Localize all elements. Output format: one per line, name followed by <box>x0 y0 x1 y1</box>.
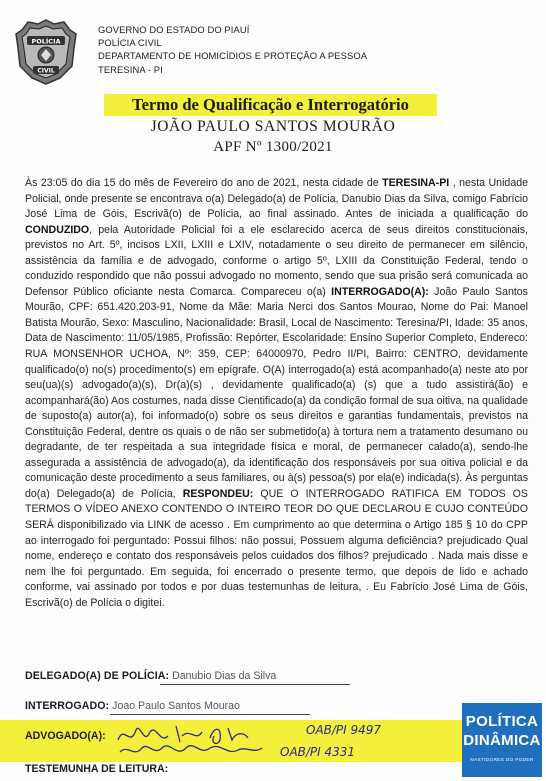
interrogado-signature-row <box>25 700 240 712</box>
header-line: POLÍCIA CIVIL <box>98 37 162 49</box>
interrogado-name: Joao Paulo Santos Mourao <box>112 700 240 712</box>
body-text-segment: , nesta Unidade Policial, onde presente se encontrava o(a) Delegado(a) de Polícia, Danubio Dias da Silva, comigo Fabrício José Lima de Góis, Escrivã(o) de Polícia, ao final assinado. Antes de iniciada a qualificação do <box>25 177 528 221</box>
svg-text:POLÍCIA: POLÍCIA <box>31 37 61 46</box>
advogado-label: ADVOGADO(A): <box>25 730 106 742</box>
delegado-signature-row <box>25 670 276 682</box>
advogado-oab-1: OAB/PI 9497 <box>306 723 382 737</box>
svg-text:CIVIL: CIVIL <box>37 67 55 75</box>
header-block <box>98 23 367 76</box>
police-badge-icon <box>14 18 78 86</box>
header-line: DEPARTAMENTO DE HOMICÍDIOS E PROTEÇÃO A PESSOA <box>98 50 368 62</box>
body-city: TERESINA-PI <box>382 177 450 189</box>
header-line: TERESINA - PI <box>98 63 163 75</box>
advogado-oab-2: OAB/PI 4331 <box>280 745 356 759</box>
document-title: Termo de Qualificação e Interrogatório <box>104 94 437 116</box>
subject-name: JOÃO PAULO SANTOS MOURÃO <box>150 118 396 135</box>
body-respondeu-label: RESPONDEU: <box>182 487 254 500</box>
signature-line <box>160 684 350 685</box>
watermark-line1: POLÍTICA <box>465 713 539 730</box>
apf-number: APF Nº 1300/2021 <box>213 139 333 155</box>
body-text-segment: João Paulo Santos Mourão, CPF: 651.420.203-91, Nome da Mãe: Maria Nerci dos Santos Mourao, Nome do Pai: Manoel Batista Mourão, Sexo: Masculino, Nacionalidade: Brasil, Local de Nascimento: Teresina/PI, Idade: 35 anos, Data de Nascimento: 11/05/1985, Profissão: Repórter, Escolaridade: Ensino Superior Completo, Endereco: RUA MONSENHOR UCHOA, Nº: 359, CEP: 64000970, Pedro II/PI, Bairro: CENTRO, devidamente qualificado(o) no(s) procedimento(s) em epígrafe. O(A) interrogado(a) está acompanhado(a) neste ato por seu(ua)(s) advogado(a)(s), Dr(a)(s) , devidamente qualificado(a) (s) que a tudo assistirá(ão) e acompanhará(ão) Aos costumes, nada disse Cientificado(a) da condição formal de sua oitiva, na qualidade de suposto(a) autor(a), foi informado(o) sobre os seus direitos e garantias fundamentais, previstos na Constituição Federal, dentre os quais o de não ser submetido(a) à tortura nem a tratamento desumano ou degradante, de ter respeitada a sua integridade física e moral, de permanecer calado(a), sendo-lhe assegurada a assistência de advogado(a), da identificação dos responsáveis por sua oitiva policial e da comunicação deste procedimento a seus familiares, ou à(s) pessoa(s) por ela(e) indicada(s). Às perguntas do(a) Delegado(a) de Polícia, <box>25 285 528 500</box>
body-text-segment: Às 23:05 do dia 15 do mês de Fevereiro do ano de 2021, nesta cidade de <box>25 177 383 189</box>
body-interrogado-label: INTERROGADO(A): <box>331 285 429 298</box>
body-text-segment: , pela Autoridade Policial foi a ele esclarecido acerca de seus direitos constitucionais, previstos no Art. 5º, incisos LXII, LXIII e LXIV, notadamente o seu direito de permanecer em silêncio, assistência da família e de advogado, conforme o artigo 5º, LXIII da Constituição Federal, tendo o conduzido respondido que não possui advogado no momento, sendo que sua prisão será comunicada ao Defensor Público oficiante nesta Comarca. Compareceu o(a) <box>25 223 528 298</box>
signature-line <box>110 714 310 715</box>
watermark-logo <box>462 703 542 777</box>
delegado-label: DELEGADO(A) DE POLÍCIA: <box>25 670 170 682</box>
body-text-segment: QUE O INTERROGADO RATIFICA EM TODOS OS TERMOS O VÍDEO ANEXO CONTENDO O INTEIRO TEOR DO QUE DECLAROU E CUJO CONTEÚDO SERÁ disponibilizado via LINK de acesso . Em cumprimento ao que determina o Artigo 185 § 10 do CPP ao interrogado foi perguntado: Possui filhos: não possui, Possuem alguma deficiência? prejudicado Qual nome, endereço e contato dos responsáveis pelos cuidados dos filhos? prejudicado . Nada mais disse e nem lhe foi perguntado. Em seguida, foi encerrado o presente termo, que depois de lido e achado conforme, vai assinado por todos e por duas testemunhas de leitura, . Eu Fabrício José Lima de Góis, Escrivã(o) de Polícia o digitei. <box>25 487 528 609</box>
body-conduzido: CONDUZIDO <box>25 223 90 236</box>
watermark-line2: DINÂMICA <box>463 732 541 749</box>
interrogado-label: INTERROGADO: <box>25 700 110 712</box>
handwritten-signature <box>110 718 460 762</box>
body-paragraph <box>25 176 528 611</box>
testemunha-label: TESTEMUNHA DE LEITURA: <box>25 763 169 775</box>
header-line: GOVERNO DO ESTADO DO PIAUÍ <box>98 24 250 35</box>
delegado-name: Danubio Dias da Silva <box>172 670 277 682</box>
watermark-tagline: NASTIDORES DO PODER <box>470 757 534 762</box>
